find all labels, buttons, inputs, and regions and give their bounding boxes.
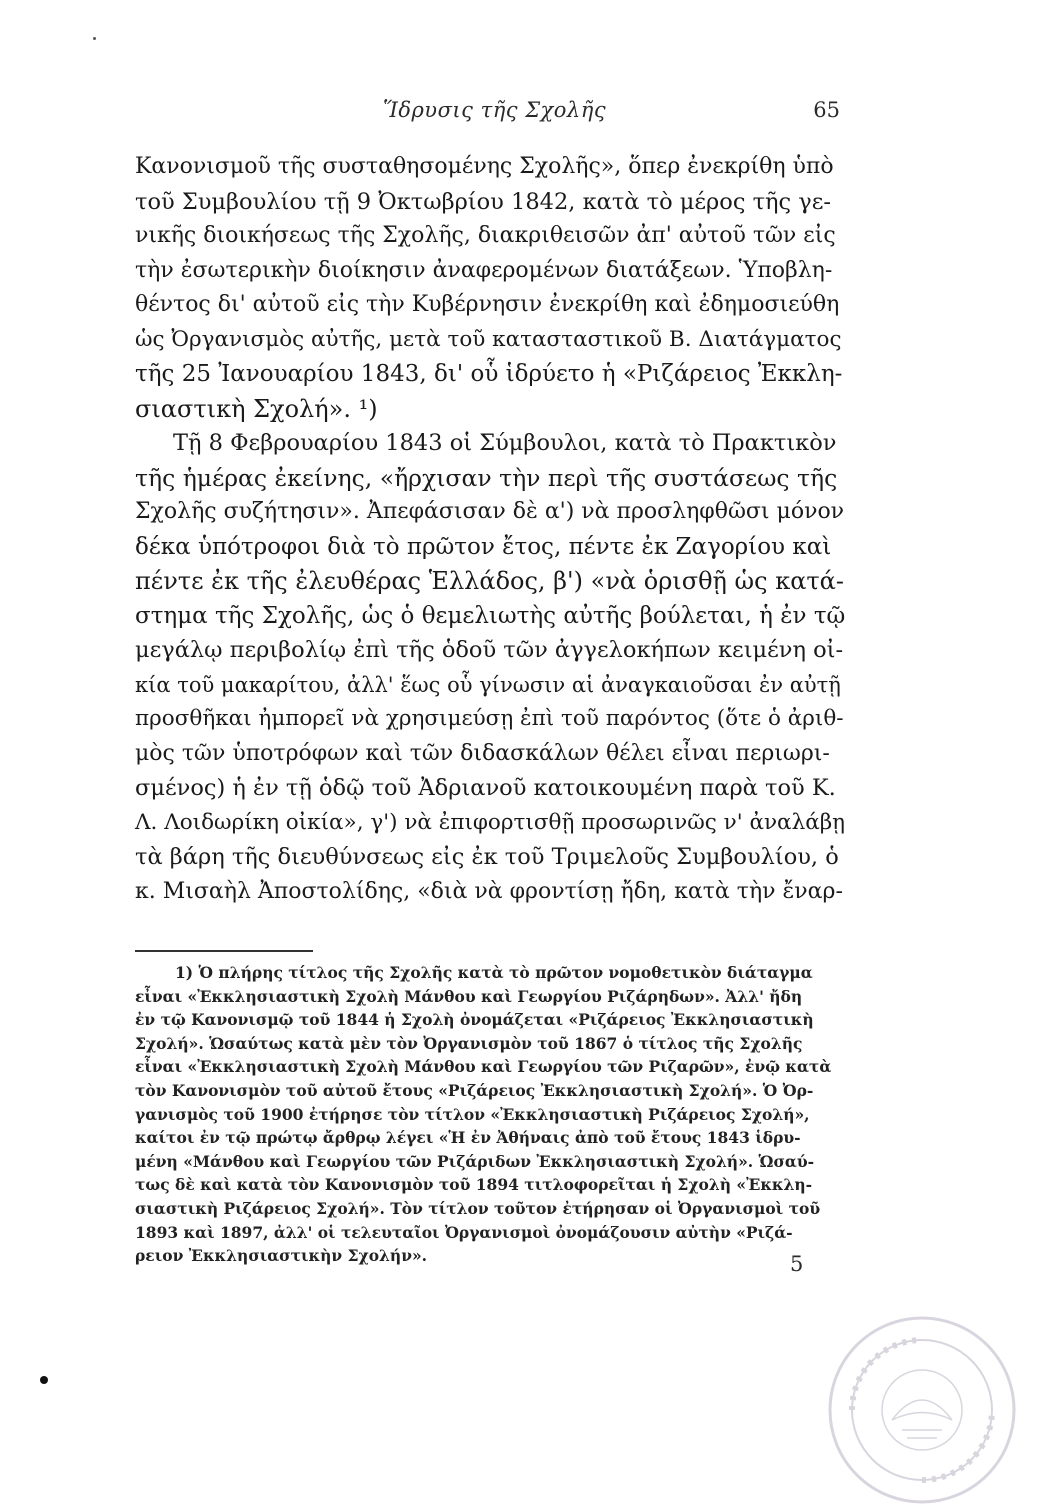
- text-line: δέκα ὑπότροφοι διὰ τὸ πρῶτον ἔτος, πέντε ἐκ Ζαγορίου καὶ: [135, 533, 832, 560]
- ink-dot: [40, 1376, 48, 1384]
- text-line: μεγάλῳ περιβολίῳ ἐπὶ τῆς ὁδοῦ τῶν ἀγγελοκήπων κειμένη οἰ-: [135, 637, 844, 663]
- text-line: κία τοῦ μακαρίτου, ἀλλ' ἕως οὗ γίνωσιν αἱ ἀναγκαιοῦσαι ἐν αὐτῇ: [135, 672, 841, 697]
- text-line: Λ. Λοιδωρίκη οἰκία», γ') νὰ ἐπιφορτισθῇ προσωρινῶς ν' ἀναλάβῃ: [135, 809, 846, 835]
- text-line: προσθῆκαι ἠμπορεῖ νὰ χρησιμεύσῃ ἐπὶ τοῦ παρόντος (ὅτε ὁ ἀριθ-: [135, 706, 844, 731]
- text-line: τῆς 25 Ἰανουαρίου 1843, δι' οὗ ἱδρύετο ἡ «Ριζάρειος Ἐκκλη-: [135, 361, 843, 387]
- text-line: μὸς τῶν ὑποτρόφων καὶ τῶν διδασκάλων θέλει εἶναι περιωρι-: [135, 740, 830, 766]
- scan-speck: [93, 37, 96, 40]
- text-line: νικῆς διοικήσεως τῆς Σχολῆς, διακριθεισῶν ἀπ' αὐτοῦ τῶν εἰς: [135, 223, 836, 248]
- text-line: τὴν ἐσωτερικὴν διοίκησιν ἀναφερομένων διατάξεων. Ὑποβλη-: [135, 257, 833, 283]
- footnote-line: ἐν τῷ Κανονισμῷ τοῦ 1844 ἡ Σχολὴ ὀνομάζεται «Ριζάρειος Ἐκκλησιαστικὴ: [135, 1010, 814, 1030]
- page-header: [0, 98, 1055, 134]
- text-line: στημα τῆς Σχολῆς, ὡς ὁ θεμελιωτὴς αὐτῆς βούλεται, ἡ ἐν τῷ: [135, 602, 846, 629]
- footnote-line: τὸν Κανονισμὸν τοῦ αὐτοῦ ἔτους «Ριζάρειος Ἐκκλησιαστικὴ Σχολή». Ὁ Ὀρ-: [135, 1080, 814, 1100]
- footnote-line: 1893 καὶ 1897, ἀλλ' οἱ τελευταῖοι Ὀργανισμοὶ ὀνομάζουσιν αὐτὴν «Ριζά-: [135, 1222, 793, 1242]
- footnote-line: μένη «Μάνθου καὶ Γεωργίου τῶν Ριζάριδων Ἐκκλησιαστικὴ Σχολή». Ὡσαύ-: [135, 1151, 815, 1171]
- text-line: ὡς Ὀργανισμὸς αὐτῆς, μετὰ τοῦ κατασταστικοῦ Β. Διατάγματος: [135, 326, 842, 352]
- footnote-line: γανισμὸς τοῦ 1900 ἐτήρησε τὸν τίτλον «Ἐκκλησιαστικὴ Ριζάρειος Σχολή»,: [135, 1104, 810, 1124]
- text-line: Κανονισμοῦ τῆς συσταθησομένης Σχολῆς», ὅπερ ἐνεκρίθη ὑπὸ: [135, 154, 834, 179]
- library-stamp-icon: [822, 1310, 1022, 1510]
- footnote-line: εἶναι «Ἐκκλησιαστικὴ Σχολὴ Μάνθου καὶ Γεωργίου Ριζάρηδων». Ἀλλ' ἤδη: [135, 986, 803, 1006]
- page-number: 65: [813, 98, 840, 122]
- text-line: σμένος) ἡ ἐν τῇ ὁδῷ τοῦ Ἀδριανοῦ κατοικουμένη παρὰ τοῦ Κ.: [135, 775, 836, 801]
- text-line: σιαστικὴ Σχολή». ¹): [135, 394, 378, 423]
- text-line: κ. Μισαὴλ Ἀποστολίδης, «διὰ νὰ φροντίσῃ ἤδη, κατὰ τὴν ἔναρ-: [135, 878, 843, 904]
- footnote-line: σιαστικὴ Ριζάρειος Σχολή». Τὸν τίτλον τοῦτον ἐτήρησαν οἱ Ὀργανισμοὶ τοῦ: [135, 1198, 821, 1218]
- footnote-line: ρειον Ἐκκλησιαστικὴν Σχολήν».: [135, 1246, 428, 1266]
- text-line: Τῇ 8 Φεβρουαρίου 1843 οἱ Σύμβουλοι, κατὰ τὸ Πρακτικὸν: [173, 430, 837, 456]
- text-line: Σχολῆς συζήτησιν». Ἀπεφάσισαν δὲ α') νὰ προσληφθῶσι μόνον: [135, 499, 845, 524]
- text-line: τοῦ Συμβουλίου τῇ 9 Ὀκτωβρίου 1842, κατὰ τὸ μέρος τῆς γε-: [135, 188, 831, 215]
- footnotes: [135, 961, 840, 1268]
- footnote-line: 1) Ὁ πλήρης τίτλος τῆς Σχολῆς κατὰ τὸ πρῶτον νομοθετικὸν διάταγμα: [175, 963, 813, 982]
- main-text: [135, 150, 845, 909]
- text-line: θέντος δι' αὐτοῦ εἰς τὴν Κυβέρνησιν ἐνεκρίθη καὶ ἐδημοσιεύθη: [135, 292, 840, 317]
- footnote-rule: [135, 950, 313, 952]
- text-line: τὰ βάρη τῆς διευθύνσεως εἰς ἐκ τοῦ Τριμελοῦς Συμβουλίου, ὁ: [135, 844, 839, 870]
- running-head: Ἵδρυσις τῆς Σχολῆς: [383, 98, 607, 122]
- text-line: πέντε ἐκ τῆς ἐλευθέρας Ἑλλάδος, β') «νὰ ὁρισθῇ ὡς κατά-: [135, 567, 844, 595]
- signature-mark: 5: [790, 1252, 804, 1276]
- footnote-line: καίτοι ἐν τῷ πρώτῳ ἄρθρῳ λέγει «Ἡ ἐν Ἀθήναις ἀπὸ τοῦ ἔτους 1843 ἱδρυ-: [135, 1128, 801, 1148]
- footnote-line: τως δὲ καὶ κατὰ τὸν Κανονισμὸν τοῦ 1894 τιτλοφορεῖται ἡ Σχολὴ «Ἐκκλη-: [135, 1175, 813, 1195]
- footnote-line: εἶναι «Ἐκκλησιαστικὴ Σχολὴ Μάνθου καὶ Γεωργίου τῶν Ριζαρῶν», ἐνῷ κατὰ: [135, 1057, 832, 1077]
- footnote-line: Σχολή». Ὡσαύτως κατὰ μὲν τὸν Ὀργανισμὸν τοῦ 1867 ὁ τίτλος τῆς Σχολῆς: [135, 1033, 803, 1053]
- text-line: τῆς ἡμέρας ἐκείνης, «ἤρχισαν τὴν περὶ τῆς συστάσεως τῆς: [135, 463, 838, 492]
